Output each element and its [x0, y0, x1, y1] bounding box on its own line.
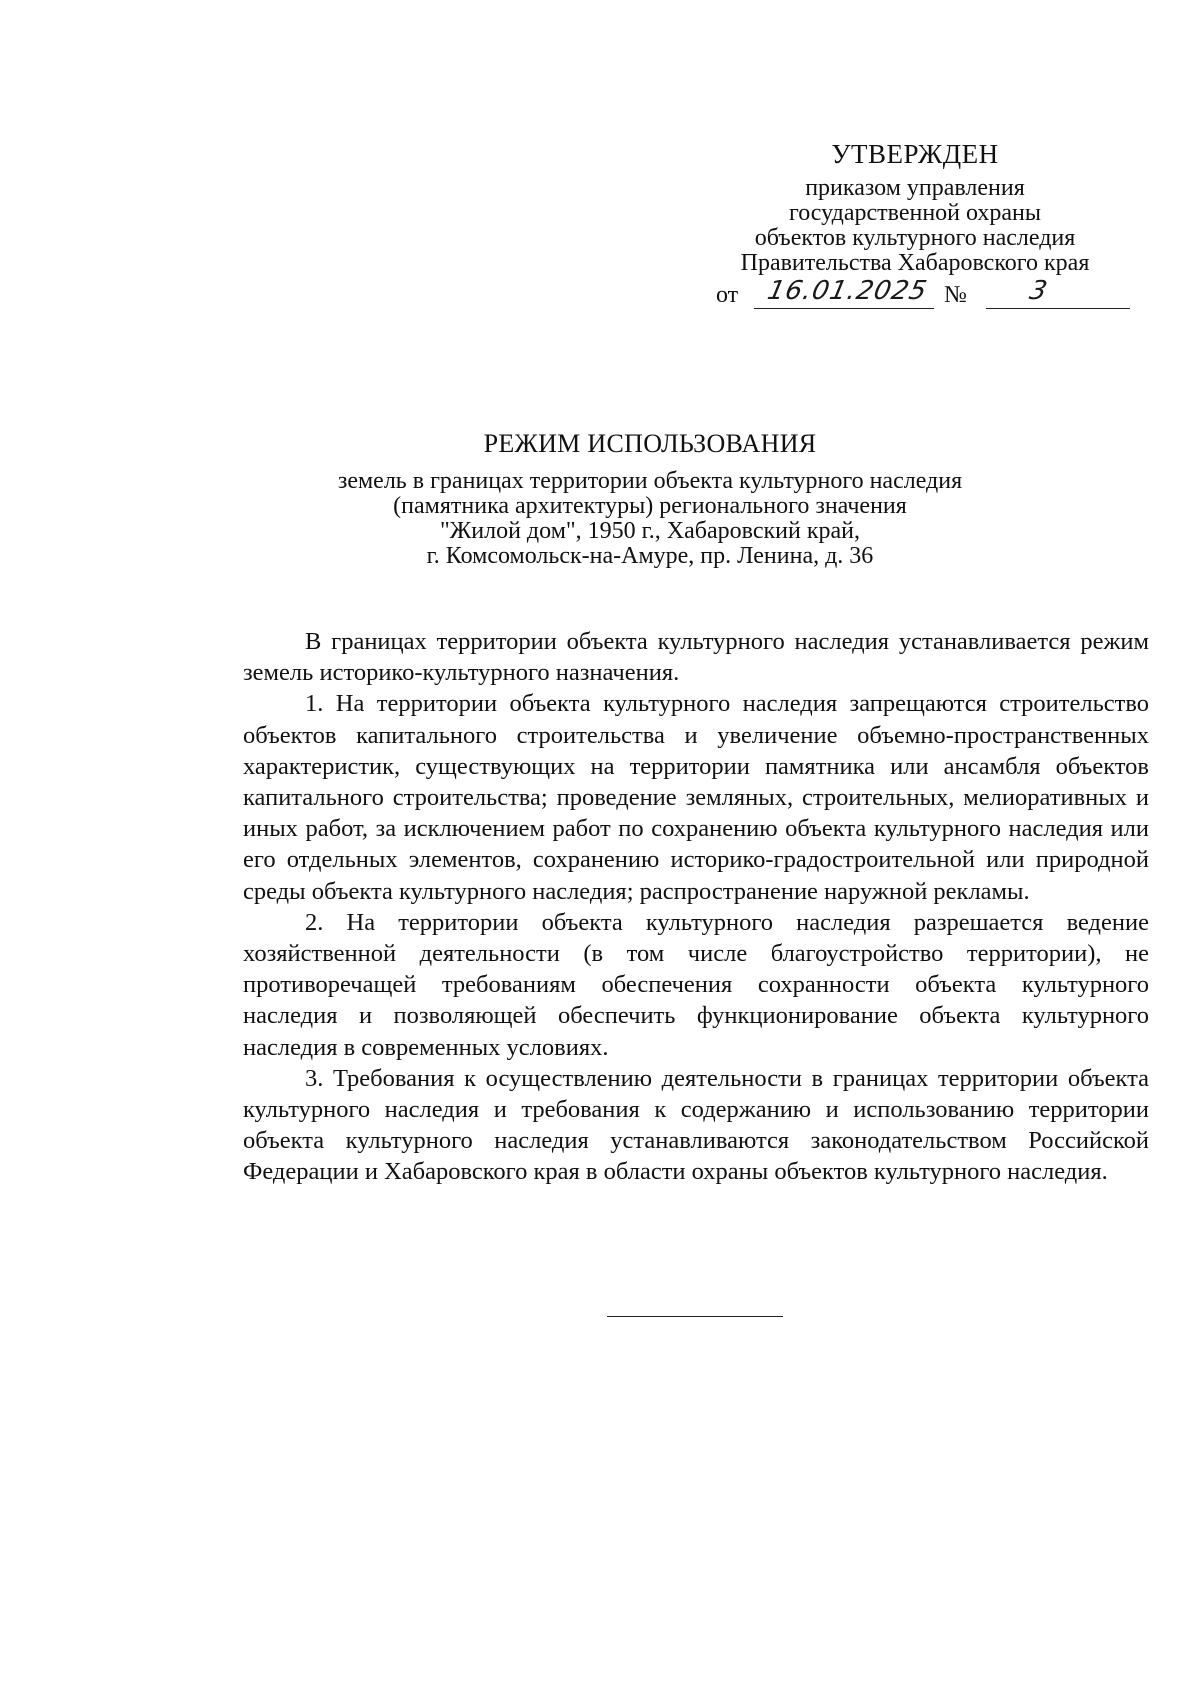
document-title: РЕЖИМ ИСПОЛЬЗОВАНИЯ	[483, 429, 817, 458]
approval-block	[700, 138, 1130, 276]
approval-line: объектов культурного наследия	[754, 225, 1076, 251]
document-subtitle-line: г. Комсомольск-на-Амуре, пр. Ленина, д. 36	[426, 543, 874, 569]
approval-line: государственной охраны	[788, 200, 1042, 226]
document-heading	[300, 427, 1000, 569]
document-subtitle-line: земель в границах территории объекта культурного наследия	[337, 468, 963, 494]
approval-line: Правительства Хабаровского края	[740, 250, 1090, 276]
approval-line: приказом управления	[805, 175, 1025, 201]
document-body	[243, 626, 1149, 1188]
approval-title: УТВЕРЖДЕН	[831, 139, 999, 169]
closing-divider	[607, 1316, 783, 1317]
document-subtitle-line: "Жилой дом", 1950 г., Хабаровский край,	[439, 518, 861, 544]
order-number-field	[986, 276, 1130, 309]
order-number-label: №	[944, 282, 967, 308]
body-paragraph-3: 3. Требования к осуществлению деятельности в границах территории объекта культурного наследия и требования к содержанию и использованию территории объекта культурного наследия устанавливаются законодательством Российской Федерации и Хабаровского края в области охраны объектов культурного наследия.	[243, 1064, 1149, 1186]
order-date-handwritten: 16.01.2025	[764, 276, 931, 306]
order-date-label: от	[716, 282, 739, 308]
order-date-number-row	[716, 276, 1136, 314]
order-number-handwritten: 3	[1026, 276, 1050, 306]
body-paragraph-intro: В границах территории объекта культурного наследия устанавливается режим земель историко-культурного назначения.	[243, 628, 1149, 687]
order-date-field	[754, 276, 934, 309]
document-subtitle-line: (памятника архитектуры) регионального значения	[393, 493, 907, 519]
body-paragraph-1: 1. На территории объекта культурного наследия запрещаются строительство объектов капитального строительства и увеличение объемно-пространственных характеристик, существующих на территории памятника или ансамбля объектов капитального строительства; проведение земляных, строительных, мелиоративных и иных работ, за исключением работ по сохранению объекта культурного наследия или его отдельных элементов, сохранению историко-градостроительной или природной среды объекта культурного наследия; распространение наружной рекламы.	[243, 690, 1149, 905]
body-paragraph-2: 2. На территории объекта культурного наследия разрешается ведение хозяйственной деятельности (в том числе благоустройство территории), не противоречащей требованиям обеспечения сохранности объекта культурного наследия и позволяющей обеспечить функционирование объекта культурного наследия в современных условиях.	[243, 908, 1149, 1061]
